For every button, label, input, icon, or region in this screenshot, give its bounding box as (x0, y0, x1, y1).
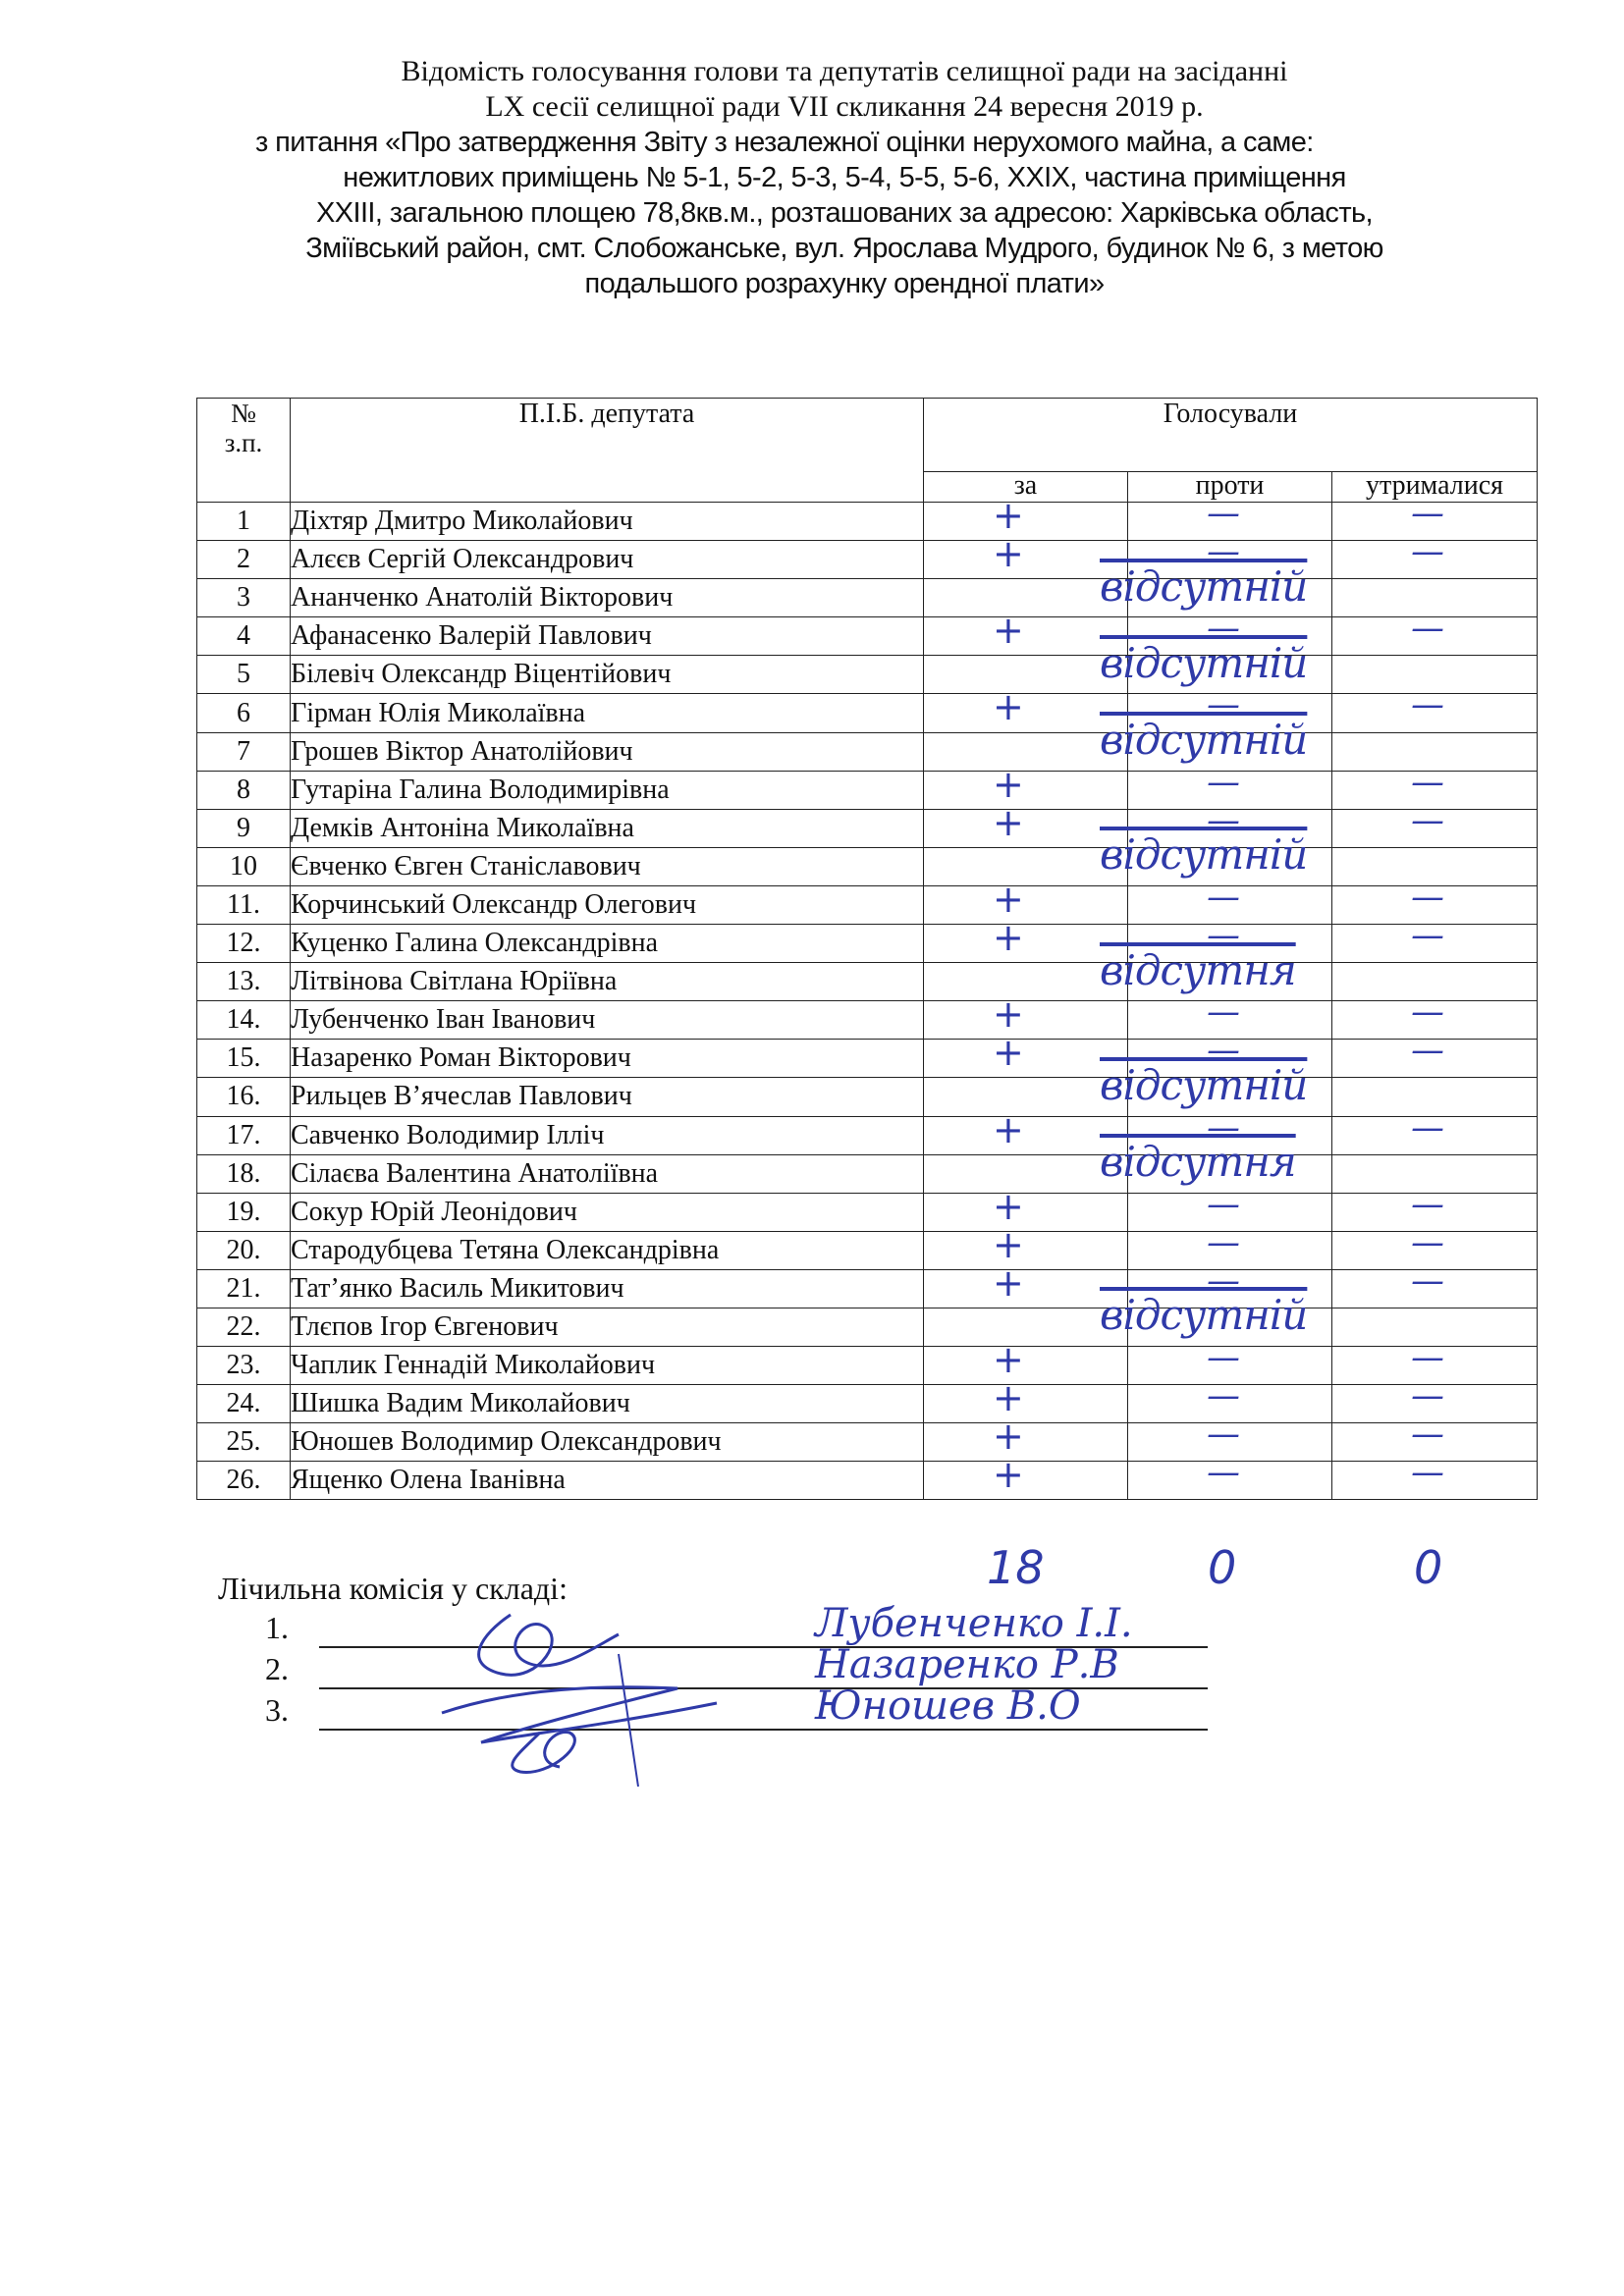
handwritten-absent-note: відсутній (1100, 716, 1308, 765)
handwritten-dash-mark: — (1411, 1193, 1442, 1224)
handwritten-dash-mark: — (1411, 1346, 1442, 1378)
handwritten-dash-mark: — (1207, 771, 1238, 802)
commission-member-3: 3. Юношев В.О (265, 1692, 1208, 1729)
row-number: 10 (197, 847, 291, 885)
deputy-name: Літвінова Світлана Юріївна (291, 963, 924, 1001)
handwritten-dash-mark: — (1207, 924, 1238, 956)
handwritten-dash-mark: — (1411, 1000, 1442, 1033)
deputy-name: Гірман Юлія Миколаївна (291, 694, 924, 732)
handwritten-absent-note: відсутній (1100, 1060, 1308, 1109)
vote-against-cell (1128, 1347, 1332, 1385)
row-number: 23. (197, 1347, 291, 1385)
deputy-name: Ященко Олена Іванівна (291, 1462, 924, 1500)
handwritten-dash-mark: — (1411, 1461, 1442, 1493)
row-number: 7 (197, 732, 291, 771)
header-deputy-name: П.І.Б. депутата (291, 399, 924, 503)
vote-for-cell (924, 1154, 1128, 1193)
handwritten-dash-mark: — (1411, 1269, 1442, 1301)
row-number: 9 (197, 809, 291, 847)
handwritten-dash-mark: — (1411, 1384, 1442, 1416)
handwritten-absent-note: відсутній (1100, 561, 1308, 611)
deputy-name: Тлєпов Ігор Євгенович (291, 1308, 924, 1346)
deputy-name: Лубенченко Іван Іванович (291, 1001, 924, 1040)
handwritten-plus-mark: + (993, 1000, 1024, 1037)
vote-abstained-cell (1332, 1347, 1538, 1385)
vote-against-cell (1128, 1231, 1332, 1269)
row-number: 11. (197, 885, 291, 924)
row-number: 22. (197, 1308, 291, 1346)
vote-for-cell (924, 1078, 1128, 1116)
handwritten-plus-mark: + (993, 1422, 1024, 1459)
header-voted: Голосували (924, 399, 1538, 472)
signature-scribble (422, 1595, 746, 1791)
deputy-name: Тат’янко Василь Микитович (291, 1269, 924, 1308)
handwritten-absent-note: відсутня (1100, 945, 1296, 994)
row-number: 19. (197, 1193, 291, 1231)
handwritten-dash-mark: — (1411, 809, 1442, 840)
handwritten-absent-note: відсутній (1100, 638, 1308, 687)
header-for: за (924, 472, 1128, 503)
handwritten-plus-mark: + (993, 1231, 1024, 1266)
title-line: подальшого розрахунку орендної плати» (584, 268, 1105, 299)
deputy-name: Сокур Юрій Леонідович (291, 1193, 924, 1231)
document-title (167, 54, 1522, 301)
handwritten-plus-mark: + (993, 1039, 1024, 1075)
handwritten-plus-mark: + (993, 809, 1024, 844)
vote-for-cell (924, 925, 1128, 963)
vote-abstained-cell (1332, 1385, 1538, 1423)
title-line: LX сесії селищної ради VII скликання 24 вересня 2019 р. (485, 90, 1204, 123)
header-abstained: утрималися (1332, 472, 1538, 503)
vote-against-cell (1128, 1462, 1332, 1500)
commission-heading: Лічильна комісія у складі: (218, 1571, 568, 1606)
handwritten-dash-mark: — (1207, 540, 1238, 572)
table-row (197, 885, 1538, 924)
deputy-name: Стародубцева Тетяна Олександрівна (291, 1231, 924, 1269)
deputy-name: Білевіч Олександр Віцентійович (291, 656, 924, 694)
vote-abstained-cell (1332, 1001, 1538, 1040)
deputy-name: Діхтяр Дмитро Миколайович (291, 503, 924, 541)
handwritten-dash-mark: — (1411, 502, 1442, 533)
table-row (197, 1462, 1538, 1500)
row-number: 21. (197, 1269, 291, 1308)
title-line: нежитлових приміщень № 5-1, 5-2, 5-3, 5-4, 5-5, 5-6, XXIX, частина приміщення (343, 162, 1346, 193)
handwritten-dash-mark: — (1207, 1116, 1238, 1148)
handwritten-absent-note: відсутня (1100, 1138, 1296, 1187)
deputy-name: Назаренко Роман Вікторович (291, 1040, 924, 1078)
row-number: 20. (197, 1231, 291, 1269)
title-line: XXIII, загальною площею 78,8кв.м., розташованих за адресою: Харківська область, (316, 197, 1373, 229)
vote-for-cell (924, 1385, 1128, 1423)
table-row (197, 771, 1538, 809)
deputy-name: Афанасенко Валерій Павлович (291, 617, 924, 656)
vote-for-cell (924, 541, 1128, 579)
vote-against-cell (1128, 1423, 1332, 1462)
vote-abstained-cell (1332, 1193, 1538, 1231)
commission-member-1: 1. Лубенченко І.І. (265, 1610, 1208, 1646)
row-number: 8 (197, 771, 291, 809)
vote-for-cell (924, 885, 1128, 924)
deputy-name: Євченко Євген Станіславович (291, 847, 924, 885)
row-number: 25. (197, 1423, 291, 1462)
vote-for-cell (924, 847, 1128, 885)
vote-for-cell (924, 1040, 1128, 1078)
handwritten-name: Назаренко Р.В (815, 1642, 1119, 1687)
row-number: 24. (197, 1385, 291, 1423)
row-number: 12. (197, 925, 291, 963)
handwritten-dash-mark: — (1411, 616, 1442, 649)
handwritten-plus-mark: + (993, 1461, 1024, 1497)
handwritten-dash-mark: — (1207, 885, 1238, 917)
handwritten-dash-mark: — (1411, 1116, 1442, 1148)
handwritten-dash-mark: — (1207, 1000, 1238, 1033)
vote-abstained-cell (1332, 885, 1538, 924)
handwritten-plus-mark: + (993, 502, 1024, 537)
handwritten-dash-mark: — (1207, 1269, 1238, 1301)
header-number: № з.п. (197, 399, 291, 503)
vote-for-cell (924, 1116, 1128, 1154)
deputy-name: Корчинський Олександр Олегович (291, 885, 924, 924)
handwritten-plus-mark: + (993, 885, 1024, 921)
vote-for-cell (924, 694, 1128, 732)
vote-abstained-cell (1332, 1231, 1538, 1269)
row-number: 6 (197, 694, 291, 732)
handwritten-dash-mark: — (1207, 1346, 1238, 1378)
deputy-name: Гутаріна Галина Володимирівна (291, 771, 924, 809)
table-row (197, 1231, 1538, 1269)
deputy-name: Савченко Володимир Ілліч (291, 1116, 924, 1154)
handwritten-dash-mark: — (1411, 885, 1442, 917)
vote-abstained-cell (1332, 503, 1538, 541)
handwritten-plus-mark: + (993, 693, 1024, 729)
handwritten-dash-mark: — (1207, 1384, 1238, 1416)
handwritten-plus-mark: + (993, 1193, 1024, 1228)
handwritten-dash-mark: — (1411, 1231, 1442, 1262)
row-number: 17. (197, 1116, 291, 1154)
total-against: 0 (1208, 1541, 1237, 1594)
handwritten-dash-mark: — (1207, 1039, 1238, 1071)
handwritten-plus-mark: + (993, 1384, 1024, 1420)
handwritten-plus-mark: + (993, 924, 1024, 960)
handwritten-dash-mark: — (1207, 809, 1238, 840)
vote-for-cell (924, 1269, 1128, 1308)
handwritten-absent-note: відсутній (1100, 1291, 1308, 1340)
handwritten-dash-mark: — (1207, 693, 1238, 725)
vote-for-cell (924, 963, 1128, 1001)
handwritten-dash-mark: — (1411, 693, 1442, 725)
handwritten-plus-mark: + (993, 540, 1024, 576)
handwritten-dash-mark: — (1411, 1422, 1442, 1455)
table-row (197, 503, 1538, 541)
handwritten-dash-mark: — (1411, 924, 1442, 956)
handwritten-plus-mark: + (993, 1269, 1024, 1305)
handwritten-dash-mark: — (1207, 502, 1238, 533)
title-line: Відомість голосування голови та депутатів селищної ради на засіданні (401, 55, 1288, 87)
handwritten-dash-mark: — (1411, 540, 1442, 572)
vote-abstained-cell (1332, 1462, 1538, 1500)
handwritten-dash-mark: — (1207, 1422, 1238, 1455)
vote-against-cell (1128, 771, 1332, 809)
handwritten-dash-mark: — (1207, 616, 1238, 649)
row-number: 2 (197, 541, 291, 579)
deputy-name: Рильцев В’ячеслав Павлович (291, 1078, 924, 1116)
row-number: 16. (197, 1078, 291, 1116)
table-row (197, 1347, 1538, 1385)
vote-for-cell (924, 617, 1128, 656)
title-line: з питання «Про затвердження Звіту з незалежної оцінки нерухомого майна, а саме: (255, 127, 1314, 158)
total-for: 18 (987, 1541, 1045, 1594)
deputy-name: Шишка Вадим Миколайович (291, 1385, 924, 1423)
row-number: 4 (197, 617, 291, 656)
deputy-name: Грошев Віктор Анатолійович (291, 732, 924, 771)
vote-abstained-cell (1332, 771, 1538, 809)
table-row (197, 1423, 1538, 1462)
vote-for-cell (924, 1347, 1128, 1385)
handwritten-plus-mark: + (993, 771, 1024, 806)
deputy-name: Сілаєва Валентина Анатоліївна (291, 1154, 924, 1193)
deputy-name: Юношев Володимир Олександрович (291, 1423, 924, 1462)
row-number: 26. (197, 1462, 291, 1500)
handwritten-name: Лубенченко І.І. (815, 1601, 1133, 1646)
handwritten-dash-mark: — (1207, 1231, 1238, 1262)
table-row (197, 1001, 1538, 1040)
deputy-name: Чаплик Геннадій Миколайович (291, 1347, 924, 1385)
vote-for-cell (924, 656, 1128, 694)
table-row (197, 1385, 1538, 1423)
vote-for-cell (924, 1001, 1128, 1040)
vote-against-cell (1128, 885, 1332, 924)
vote-against-cell (1128, 503, 1332, 541)
title-line: Зміївський район, смт. Слобожанське, вул. Ярослава Мудрого, будинок № 6, з метою (305, 233, 1383, 264)
vote-for-cell (924, 1308, 1128, 1346)
vote-against-cell (1128, 1385, 1332, 1423)
deputy-name: Ананченко Анатолій Вікторович (291, 579, 924, 617)
handwritten-name: Юношев В.О (815, 1683, 1081, 1729)
row-number: 13. (197, 963, 291, 1001)
vote-against-cell (1128, 1193, 1332, 1231)
vote-for-cell (924, 771, 1128, 809)
row-number: 18. (197, 1154, 291, 1193)
vote-for-cell (924, 809, 1128, 847)
vote-for-cell (924, 1231, 1128, 1269)
total-abstained: 0 (1414, 1541, 1443, 1594)
row-number: 5 (197, 656, 291, 694)
deputy-name: Демків Антоніна Миколаївна (291, 809, 924, 847)
table-row (197, 1193, 1538, 1231)
vote-abstained-cell (1332, 1423, 1538, 1462)
handwritten-dash-mark: — (1207, 1461, 1238, 1493)
vote-for-cell (924, 1193, 1128, 1231)
row-number: 15. (197, 1040, 291, 1078)
handwritten-dash-mark: — (1207, 1193, 1238, 1224)
vote-for-cell (924, 732, 1128, 771)
handwritten-dash-mark: — (1411, 771, 1442, 802)
header-against: проти (1128, 472, 1332, 503)
vote-for-cell (924, 503, 1128, 541)
handwritten-plus-mark: + (993, 1116, 1024, 1151)
handwritten-dash-mark: — (1411, 1039, 1442, 1071)
vote-against-cell (1128, 1001, 1332, 1040)
handwritten-plus-mark: + (993, 1346, 1024, 1382)
deputy-name: Куценко Галина Олександрівна (291, 925, 924, 963)
handwritten-plus-mark: + (993, 616, 1024, 653)
commission-member-2: 2. Назаренко Р.В (265, 1651, 1208, 1687)
vote-for-cell (924, 579, 1128, 617)
handwritten-absent-note: відсутній (1100, 830, 1308, 880)
row-number: 1 (197, 503, 291, 541)
vote-for-cell (924, 1423, 1128, 1462)
vote-for-cell (924, 1462, 1128, 1500)
row-number: 14. (197, 1001, 291, 1040)
deputy-name: Алєєв Сергій Олександрович (291, 541, 924, 579)
row-number: 3 (197, 579, 291, 617)
